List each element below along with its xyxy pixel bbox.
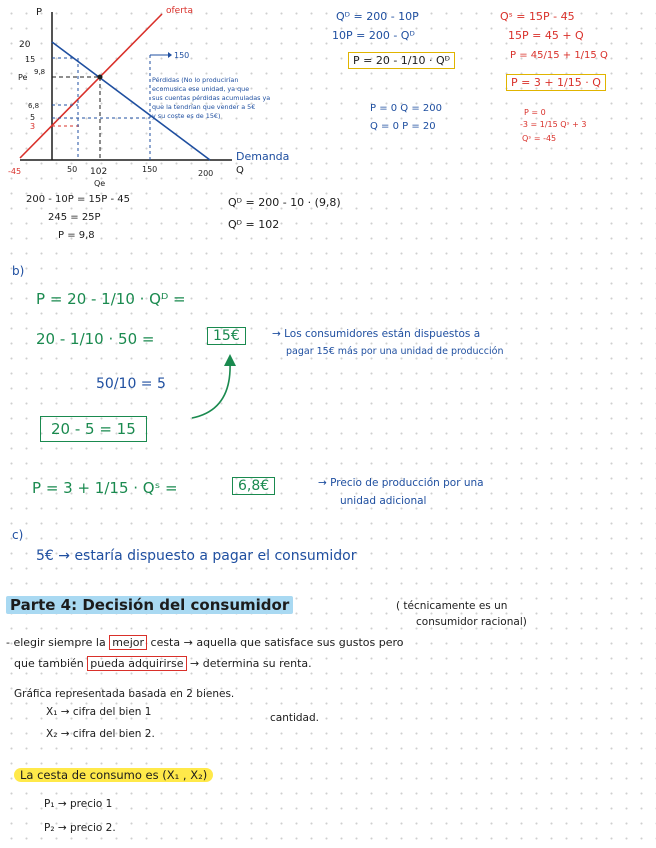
side-calc-3: Qˢ = -45 bbox=[522, 134, 557, 143]
part-b-note-1: → Los consumidores están dispuestos a bbox=[272, 328, 481, 340]
loss-note-line-5: y su coste es de 15€) bbox=[152, 112, 221, 120]
bullet-1-box: mejor bbox=[109, 635, 147, 650]
bullet-2-post: → determina su renta. bbox=[190, 657, 312, 670]
p1-line: P₁ → precio 1 bbox=[44, 798, 113, 810]
supply-line bbox=[20, 14, 162, 158]
bullet-2-pre: que también bbox=[14, 657, 84, 670]
tick-neg45: -45 bbox=[8, 167, 22, 176]
loss-note-line-1: Pérdidas (No lo producirían bbox=[152, 76, 239, 84]
part-b-note-2: pagar 15€ más por una unidad de producción bbox=[286, 346, 504, 357]
parte-4-aside-2: consumidor racional) bbox=[416, 616, 527, 628]
bullet-2-box: pueda adquirirse bbox=[87, 656, 186, 671]
loss-note-line-4: que la tendrían que vender a 5€ bbox=[152, 103, 256, 111]
tick-5: 5 bbox=[30, 113, 36, 122]
pe-label: Pe bbox=[18, 73, 28, 82]
part-b-supply-note-2: unidad adicional bbox=[340, 495, 427, 507]
x2-line: X₂ → cifra del bien 2. bbox=[46, 728, 155, 740]
arrow-150-head bbox=[168, 52, 172, 58]
marker-150-label: 150 bbox=[174, 51, 190, 60]
tick-15: 15 bbox=[25, 55, 36, 64]
tick-3: 3 bbox=[30, 122, 36, 131]
p0-row-2: Q = 0 P = 20 bbox=[370, 121, 436, 132]
equilibrium-point bbox=[98, 75, 103, 80]
side-calc-2: -3 = 1/15 Qˢ + 3 bbox=[520, 120, 587, 129]
tick-20: 20 bbox=[19, 40, 31, 50]
bullet-1-post: cesta → aquella que satisface sus gustos pero bbox=[150, 636, 404, 649]
10p-equation: 10P = 200 - Qᴰ bbox=[332, 29, 415, 42]
bullet-2 bbox=[14, 657, 312, 670]
q-axis-label: Q bbox=[236, 165, 244, 176]
bullet-1-pre: - elegir siempre la bbox=[6, 636, 106, 649]
tick-6-8: 6,8 bbox=[28, 102, 40, 110]
inverse-supply-box: P = 3 + 1/15 · Q bbox=[506, 74, 606, 91]
cantidad-label: cantidad. bbox=[270, 712, 319, 724]
supply-demand-graph bbox=[0, 0, 330, 200]
part-b-label: b) bbox=[12, 264, 25, 278]
qd-equation: Qᴰ = 200 - 10P bbox=[336, 10, 419, 23]
demanda-label: Demanda bbox=[236, 150, 290, 163]
part-b-supply-box: 6,8€ bbox=[232, 477, 275, 495]
loss-note-line-2: ecomusica ese unidad, ya que bbox=[152, 85, 250, 93]
curved-arrow-path bbox=[192, 362, 230, 418]
inverse-demand-box: P = 20 - 1/10 · Qᴰ bbox=[348, 52, 455, 69]
curved-arrow bbox=[186, 350, 246, 430]
oferta-label: oferta bbox=[166, 6, 193, 16]
qe-label: Qe bbox=[94, 179, 106, 188]
p2-line: P₂ → precio 2. bbox=[44, 822, 116, 834]
part-b-eq2-box: 15€ bbox=[207, 327, 246, 345]
tick-102: 102 bbox=[90, 167, 108, 177]
p-fraction-equation: P = 45/15 + 1/15 Q bbox=[510, 50, 608, 61]
part-b-fraction: 50/10 = 5 bbox=[96, 376, 166, 392]
curved-arrow-head bbox=[224, 354, 236, 366]
part-b-eq2-left: 20 - 1/10 · 50 = bbox=[36, 330, 155, 348]
equilibrium-eq-1: 200 - 10P = 15P - 45 bbox=[26, 194, 130, 205]
part-b-supply-note-1: → Precio de producción por una bbox=[318, 477, 484, 489]
tick-150: 150 bbox=[142, 165, 158, 174]
part-c-text: 5€ → estaría dispuesto a pagar el consumidor bbox=[36, 548, 357, 564]
15p-equation: 15P = 45 + Q bbox=[508, 29, 584, 42]
grafica-line: Gráfica representada basada en 2 bienes. bbox=[14, 688, 235, 700]
tick-9-8: 9,8 bbox=[34, 68, 46, 76]
tick-50: 50 bbox=[67, 165, 78, 174]
part-b-box-2: 20 - 5 = 15 bbox=[40, 416, 147, 442]
cesta-line: La cesta de consumo es (X₁ , X₂) bbox=[14, 768, 213, 782]
equilibrium-eq-3: P = 9,8 bbox=[58, 230, 95, 241]
part-c-label: c) bbox=[12, 528, 24, 542]
bullet-1 bbox=[6, 636, 404, 649]
part-b-eq1: P = 20 - 1/10 · Qᴰ = bbox=[36, 290, 186, 308]
part-b-supply-eq: P = 3 + 1/15 · Qˢ = bbox=[32, 479, 178, 497]
qd-substitution: Qᴰ = 200 - 10 · (9,8) bbox=[228, 196, 341, 209]
p0-row-1: P = 0 Q = 200 bbox=[370, 103, 443, 114]
x1-line: X₁ → cifra del bien 1 bbox=[46, 706, 152, 718]
p-axis-label: P bbox=[36, 7, 43, 18]
equilibrium-eq-2: 245 = 25P bbox=[48, 212, 101, 223]
parte-4-aside-1: ( técnicamente es un bbox=[396, 600, 508, 612]
qd-result: Qᴰ = 102 bbox=[228, 218, 280, 231]
parte-4-title: Parte 4: Decisión del consumidor bbox=[6, 596, 293, 614]
loss-note-line-3: sus cuentas pérdidas acumuladas ya bbox=[152, 94, 271, 102]
side-calc-1: P = 0 bbox=[524, 108, 546, 117]
tick-200: 200 bbox=[198, 169, 214, 178]
qs-equation: Qˢ = 15P - 45 bbox=[500, 10, 575, 23]
